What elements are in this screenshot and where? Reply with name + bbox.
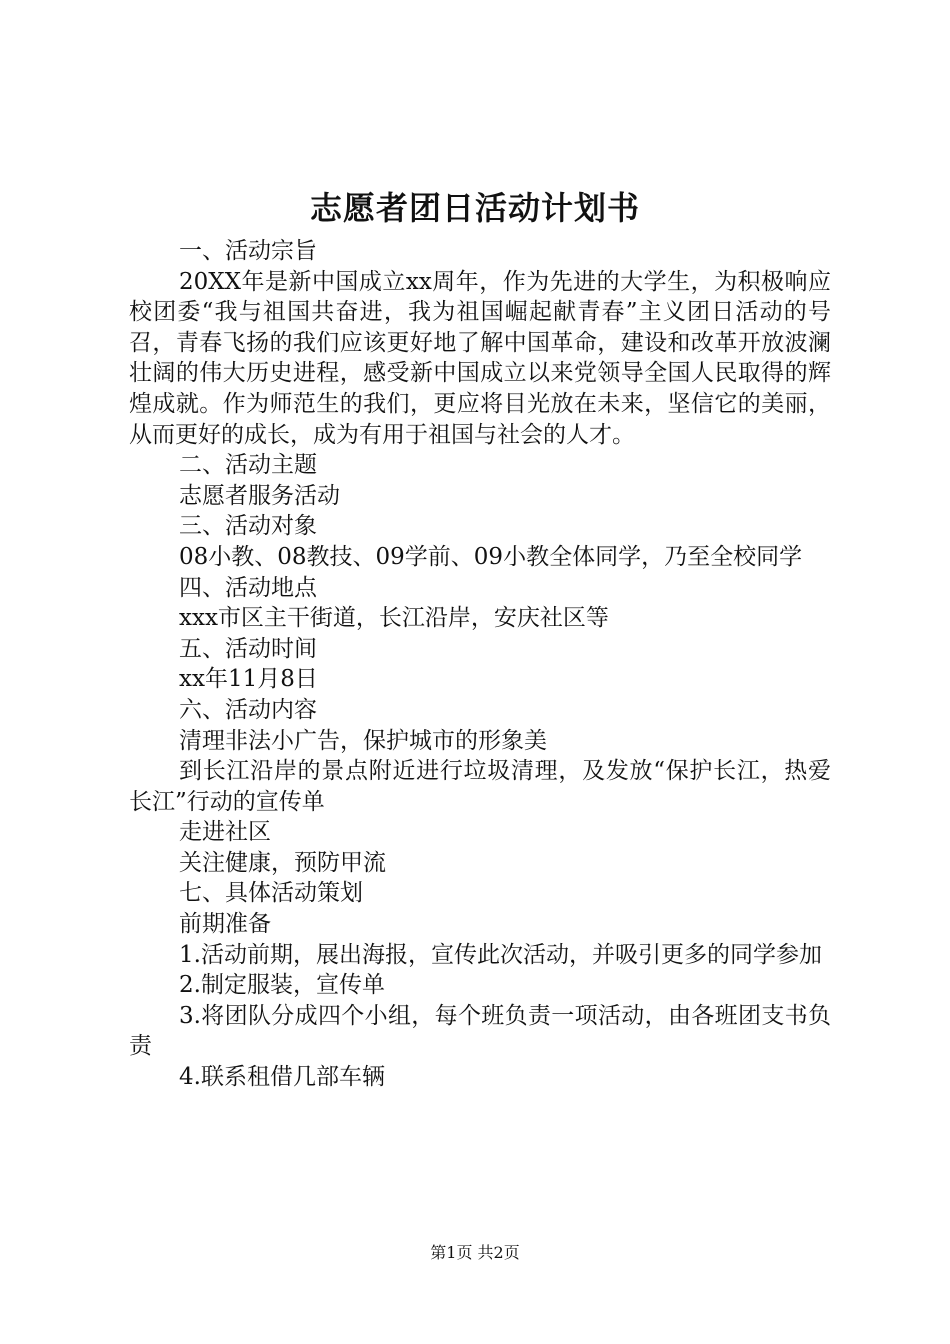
paragraph-content-4: 关注健康，预防甲流 <box>179 849 386 876</box>
paragraph-content-2: 到长江沿岸的景点附近进行垃圾清理，及发放“保护长江，热爱长江”行动的宣传单 <box>129 758 831 815</box>
document-body <box>129 236 831 1093</box>
paragraph-theme: 志愿者服务活动 <box>179 482 340 509</box>
section-heading-purpose: 一、活动宗旨 <box>179 238 317 264</box>
paragraph-plan-prep: 前期准备 <box>179 911 271 938</box>
paragraph-audience: 08小教、08教技、09学前、09小教全体同学，乃至全校同学 <box>179 543 803 570</box>
page-footer: 第1页 共2页 <box>430 1243 520 1262</box>
paragraph-content-3: 走进社区 <box>179 819 271 846</box>
section-heading-plan: 七、具体活动策划 <box>179 880 363 907</box>
list-item-3: 3.将团队分成四个小组，每个班负责一项活动，由各班团支书负责 <box>129 1002 831 1060</box>
paragraph-purpose: 20XX年是新中国成立xx周年，作为先进的大学生，为积极响应校团委“我与祖国共奋进，我为祖国崛起献青春”主义团日活动的号召，青春飞扬的我们应该更好地了解中国革命，建设和改革开放波澜壮阔的伟大历史进程，感受新中国成立以来党领导全国人民取得的辉煌成就。作为师范生的我们，更应将目光放在未来，坚信它的美丽，从而更好的成长，成为有用于祖国与社会的人才。 <box>129 268 831 448</box>
paragraph-time: xx年11月8日 <box>179 666 318 693</box>
list-item-1: 1.活动前期，展出海报，宣传此次活动，并吸引更多的同学参加 <box>179 941 822 968</box>
document-title: 志愿者团日活动计划书 <box>309 189 640 227</box>
section-heading-time: 五、活动时间 <box>179 635 317 662</box>
section-heading-content: 六、活动内容 <box>179 696 317 723</box>
paragraph-location: xxx市区主干街道，长江沿岸，安庆社区等 <box>179 605 609 632</box>
list-item-4: 4.联系租借几部车辆 <box>179 1064 385 1091</box>
section-heading-location: 四、活动地点 <box>179 574 317 601</box>
section-heading-audience: 三、活动对象 <box>179 513 317 540</box>
list-item-2: 2.制定服装，宣传单 <box>179 972 385 999</box>
paragraph-content-1: 清理非法小广告，保护城市的形象美 <box>179 727 547 754</box>
section-heading-theme: 二、活动主题 <box>179 452 317 479</box>
